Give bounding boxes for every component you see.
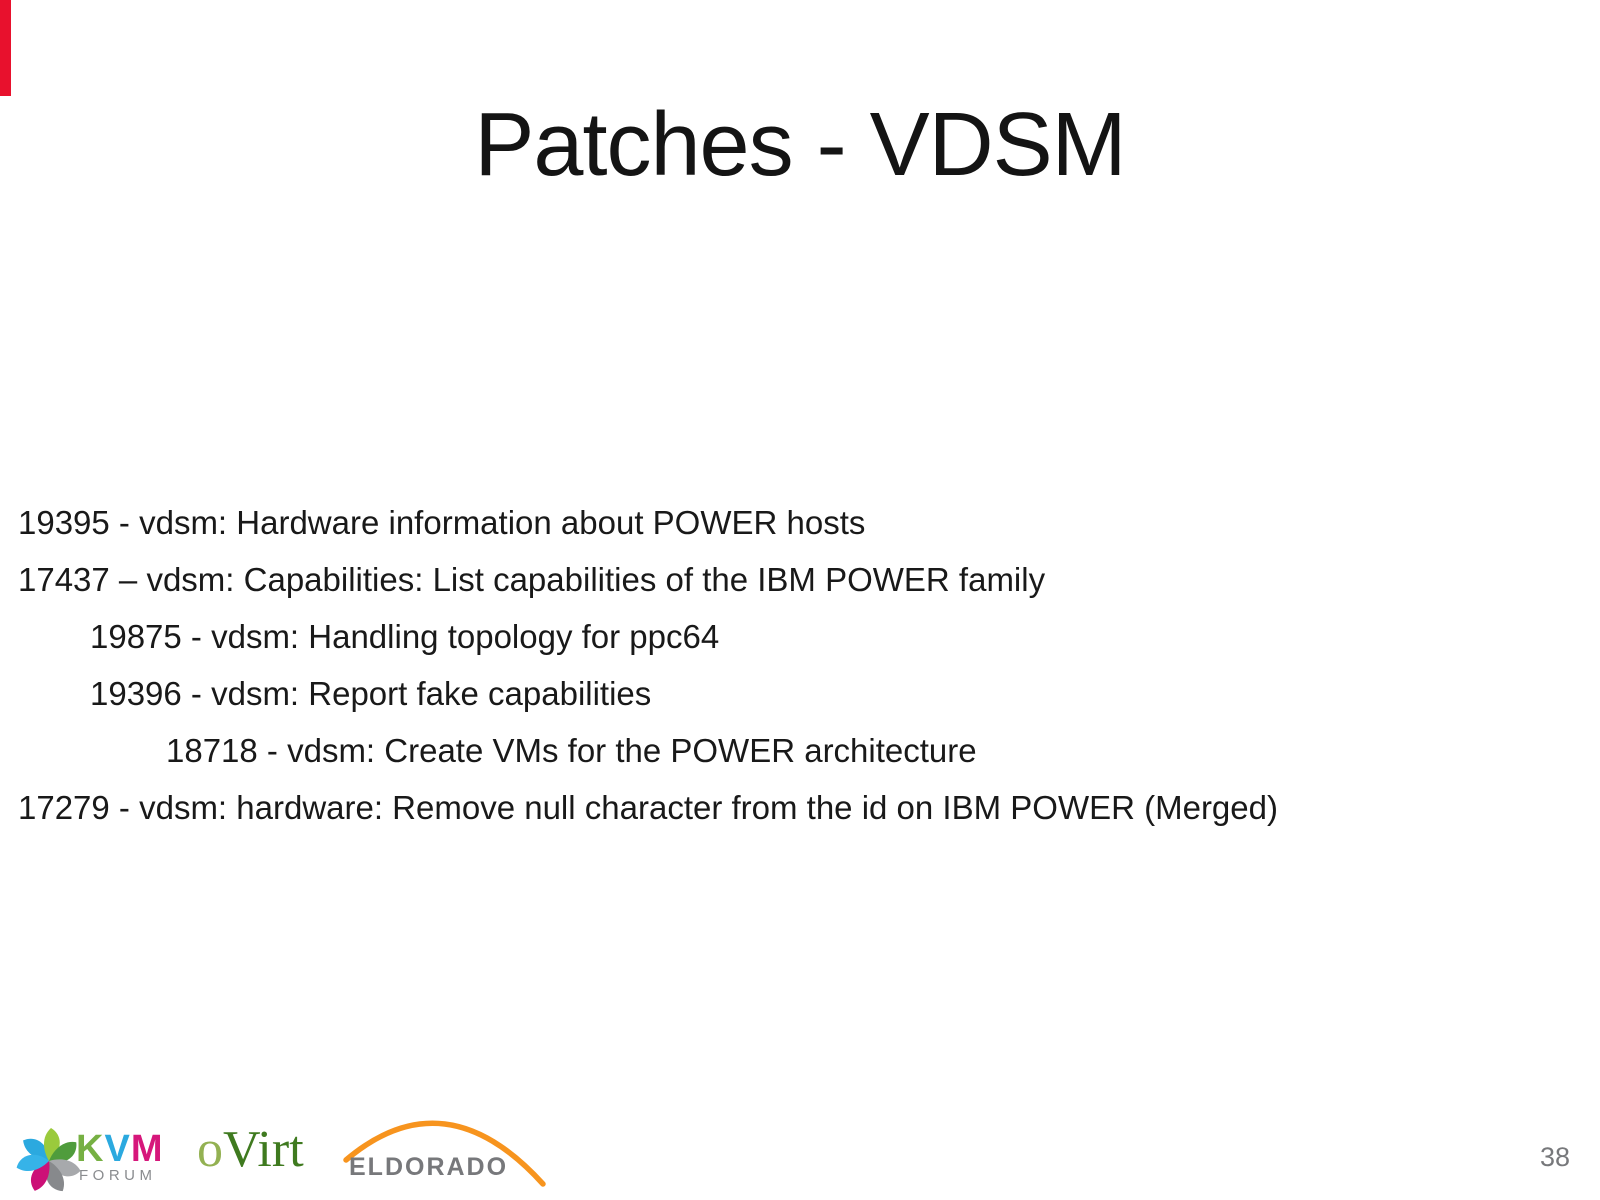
- ovirt-virt: Virt: [223, 1121, 304, 1178]
- patch-item: 18718 - vdsm: Create VMs for the POWER architecture: [166, 732, 977, 769]
- patch-item: 19396 - vdsm: Report fake capabilities: [90, 675, 652, 712]
- kvm-forum-logo: [12, 1118, 172, 1200]
- kvm-letter-v: V: [104, 1128, 131, 1170]
- patch-item: 19395 - vdsm: Hardware information about POWER hosts: [18, 504, 866, 541]
- eldorado-wordmark: ELDORADO: [349, 1153, 509, 1181]
- patch-item: 17437 – vdsm: Capabilities: List capabilities of the IBM POWER family: [18, 561, 1046, 598]
- slide-title: Patches - VDSM: [474, 95, 1126, 195]
- patch-item: 17279 - vdsm: hardware: Remove null character from the id on IBM POWER (Merged): [18, 789, 1278, 826]
- kvm-wordmark: [76, 1130, 163, 1168]
- kvm-letter-m: M: [130, 1128, 164, 1170]
- page-number: 38: [1539, 1142, 1570, 1172]
- patch-list: [0, 494, 1600, 836]
- ovirt-logo: [197, 1121, 304, 1178]
- kvm-pinwheel-icon: [12, 1120, 86, 1200]
- left-edge-red-bar: [0, 0, 11, 96]
- ovirt-o: o: [197, 1121, 223, 1178]
- eldorado-logo: [343, 1092, 553, 1192]
- kvm-forum-subtitle: FORUM: [79, 1167, 157, 1184]
- patch-item: 19875 - vdsm: Handling topology for ppc64: [90, 618, 720, 655]
- kvm-letter-k: K: [76, 1128, 105, 1170]
